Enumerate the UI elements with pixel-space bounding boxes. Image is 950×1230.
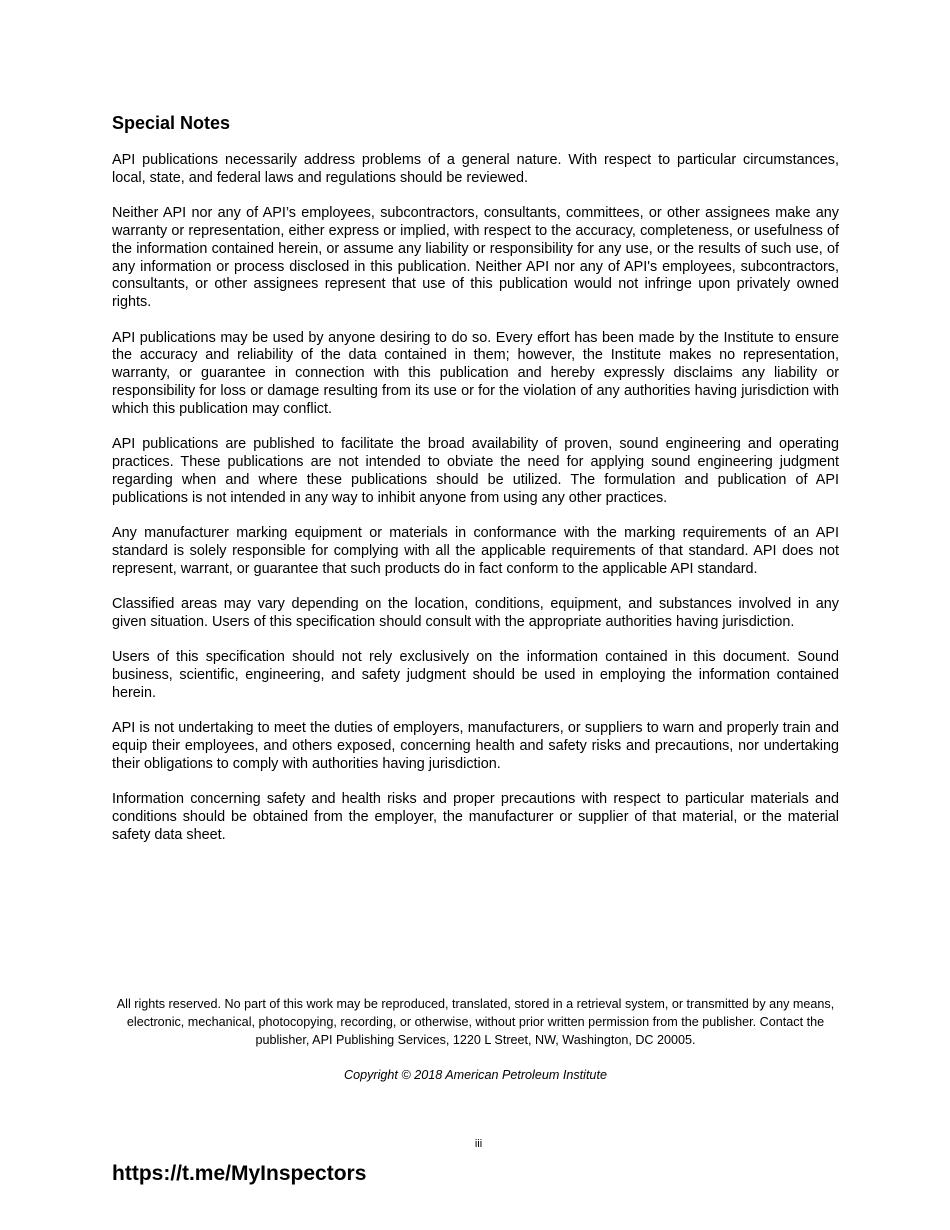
paragraph-manufacturer-marking: Any manufacturer marking equipment or materials in conformance with the marking requirements of an API standard is solely responsible for complying with all the applicable requirements of that standard. API does not represent, warrant, or guarantee that such products do in fact conform to the applicable API standard.: [112, 524, 839, 577]
paragraph-no-warranty: Neither API nor any of API’s employees, subcontractors, consultants, committees, or other assignees make any warranty or representation, either express or implied, with respect to the accuracy, completeness, or usefulness of the information contained herein, or assume any liability or responsibility for any use, or the results of such use, of any information or process disclosed in this publication. Neither API nor any of API's employees, subcontractors, consultants, or other assignees represent that use of this publication would not infringe upon privately owned rights.: [112, 205, 839, 311]
rights-notice: All rights reserved. No part of this work may be reproduced, translated, stored in a retrieval system, or transmitted by any means, electronic, mechanical, photocopying, recording, or otherwise, without prior written permission from the publisher. Contact the publisher, API Publishing Services, 1220 L Street, NW, Washington, DC 20005.: [116, 997, 835, 1047]
paragraph-classified-areas: Classified areas may vary depending on the location, conditions, equipment, and substances involved in any given situation. Users of this specification should consult with the appropriate authorities having jurisdiction.: [112, 595, 839, 630]
page-title: Special Notes: [112, 113, 231, 133]
paragraph-safety-data-sheet: Information concerning safety and health risks and proper precautions with respect to particular materials and conditions should be obtained from the employer, the manufacturer or supplier of that material, or the material safety data sheet.: [112, 791, 839, 843]
footer-link[interactable]: https://t.me/MyInspectors: [112, 1162, 367, 1185]
copyright-line: Copyright © 2018 American Petroleum Institute: [344, 1068, 607, 1082]
paragraph-general-nature: API publications necessarily address problems of a general nature. With respect to particular circumstances, local, state, and federal laws and regulations should be reviewed.: [112, 152, 839, 186]
special-notes-body: [112, 152, 839, 862]
paragraph-sound-engineering: API publications are published to facilitate the broad availability of proven, sound engineering and operating practices. These publications are not intended to obviate the need for applying sound engineering judgment regarding when and where these publications should be utilized. The formulation and publication of API publications is not intended in any way to inhibit anyone from using any other practices.: [112, 436, 839, 506]
page-number: iii: [474, 1138, 483, 1150]
paragraph-use-by-anyone: API publications may be used by anyone desiring to do so. Every effort has been made by the Institute to ensure the accuracy and reliability of the data contained in them; however, the Institute makes no representation, warranty, or guarantee in connection with this publication and hereby expressly disclaims any liability or responsibility for loss or damage resulting from its use or for the violation of any authorities having jurisdiction with which this publication may conflict.: [112, 329, 839, 417]
paragraph-users-judgment: Users of this specification should not rely exclusively on the information contained in this document. Sound business, scientific, engineering, and safety judgment should be used in employing the information contained herein.: [112, 649, 839, 701]
paragraph-employer-duties: API is not undertaking to meet the duties of employers, manufacturers, or suppliers to warn and properly train and equip their employees, and others exposed, concerning health and safety risks and precautions, nor undertaking their obligations to comply with authorities having jurisdiction.: [112, 720, 839, 772]
